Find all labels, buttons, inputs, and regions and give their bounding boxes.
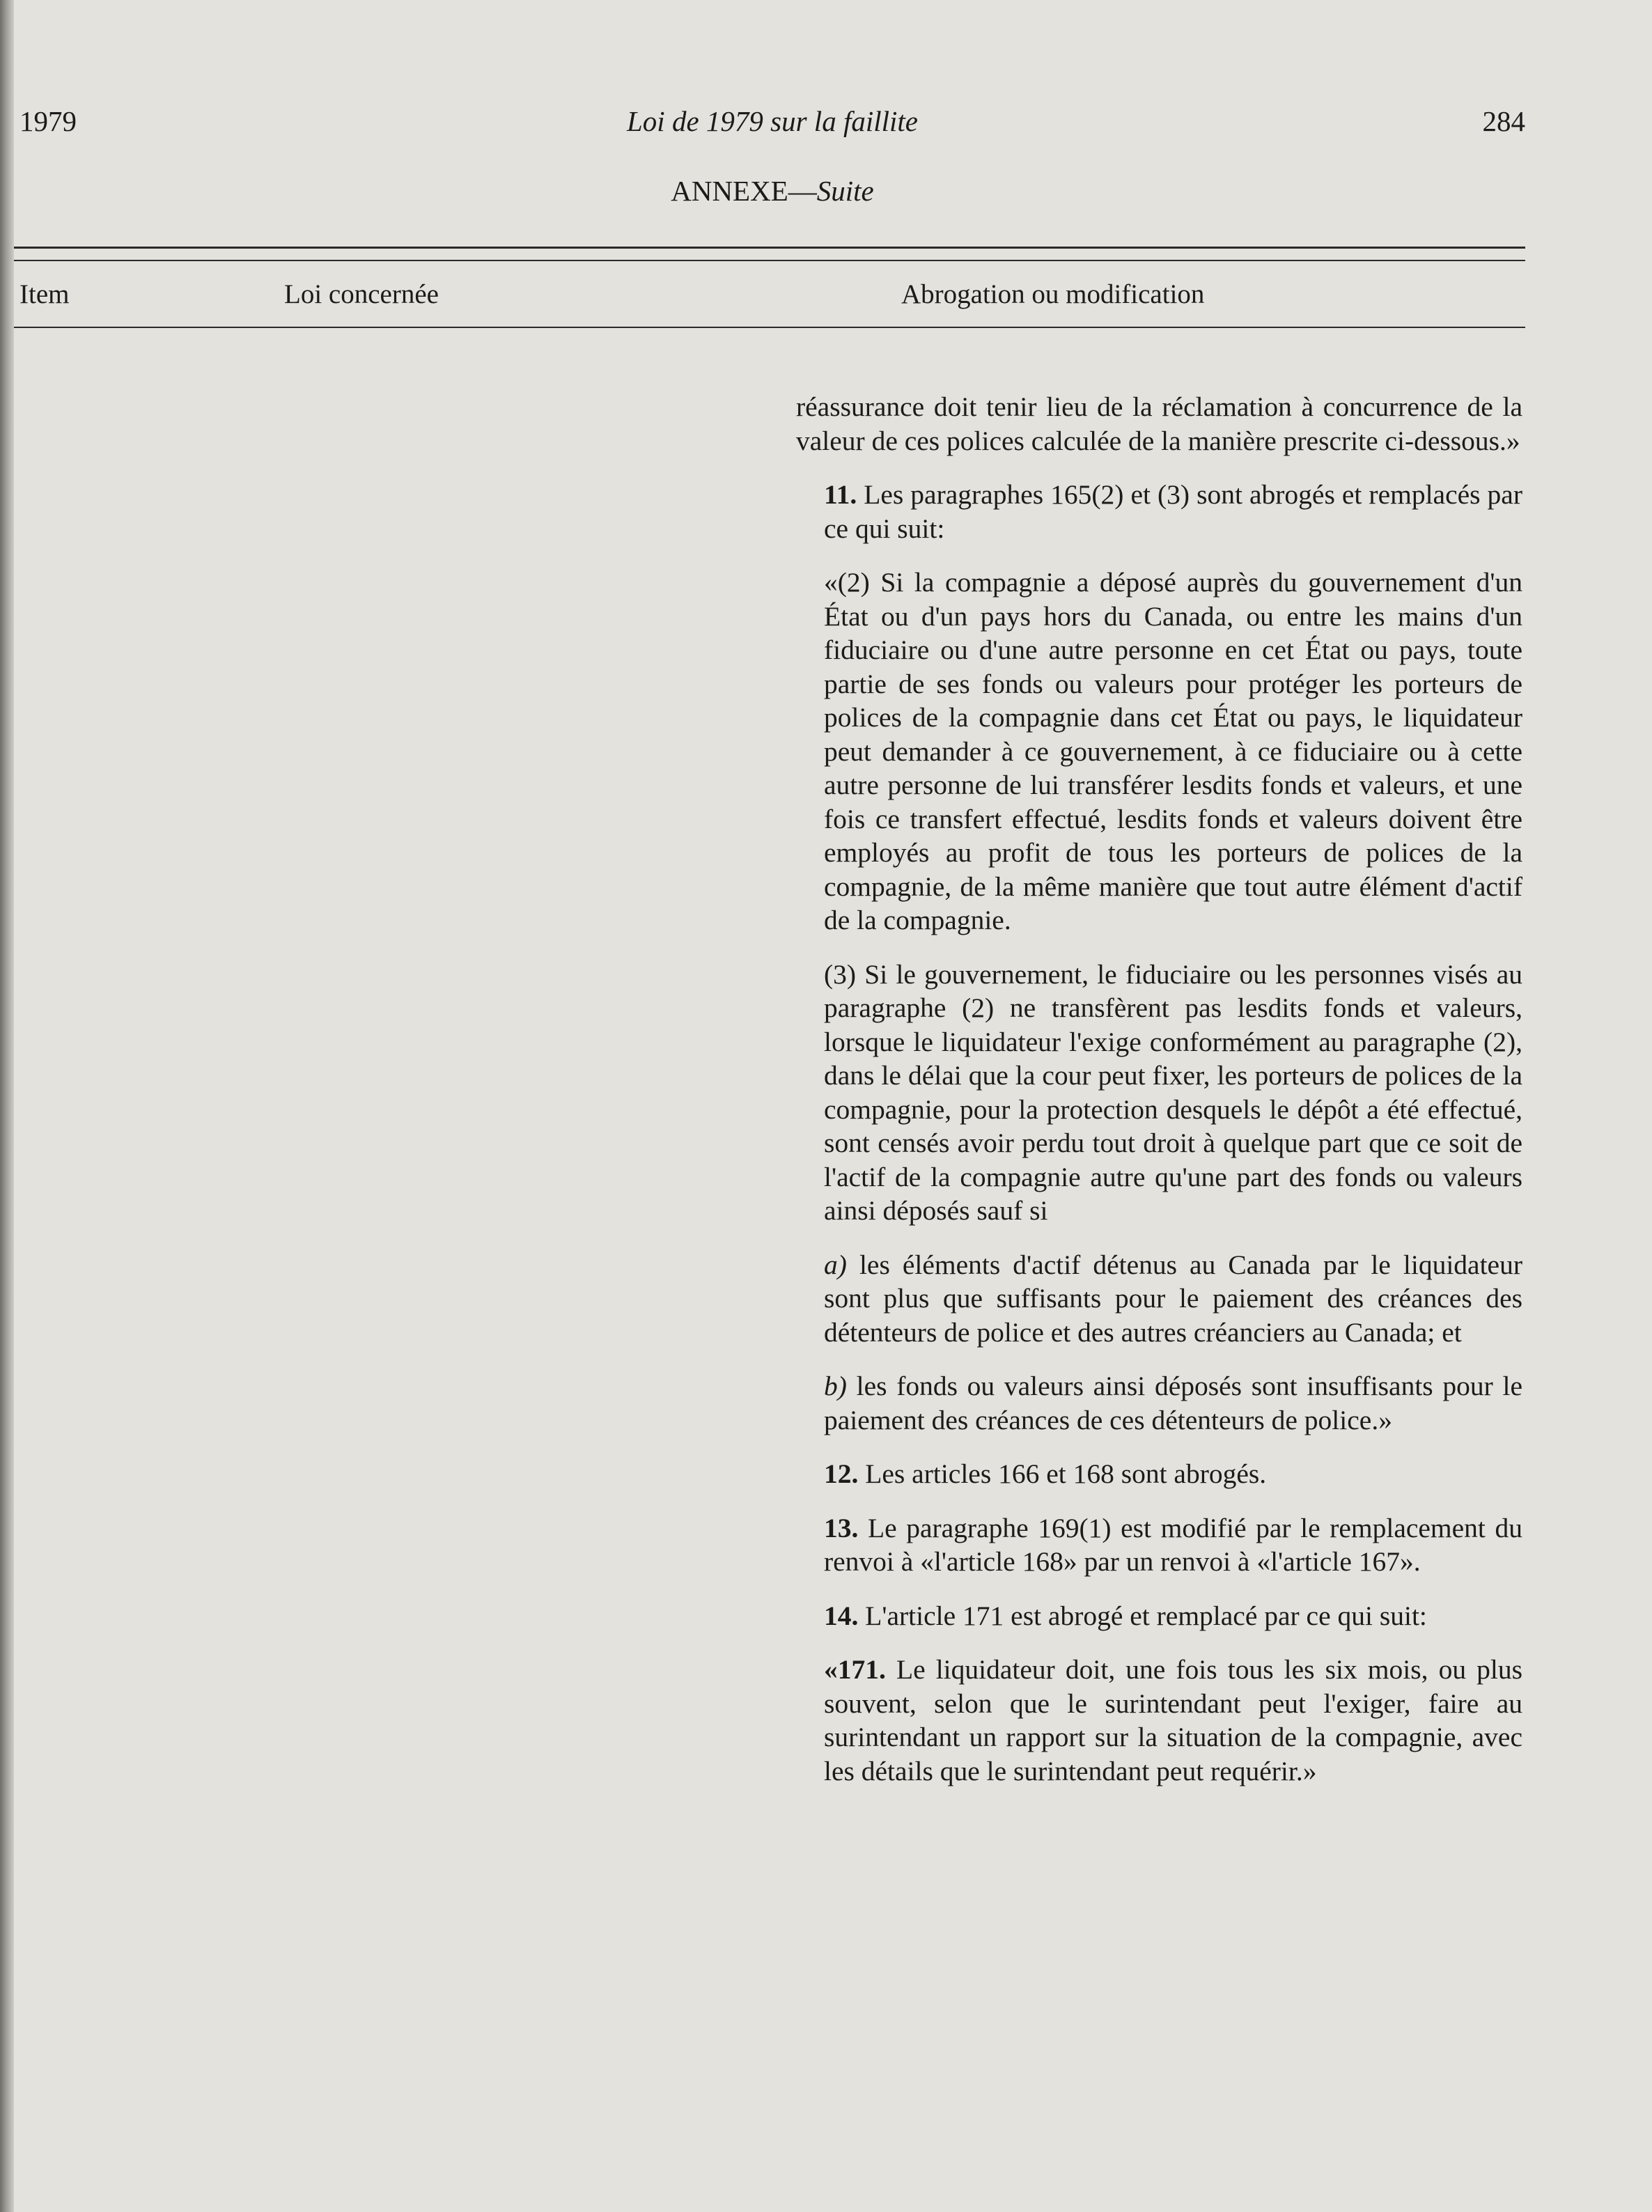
paragraph-text: L'article 171 est abrogé et remplacé par ce qui suit:: [858, 1600, 1427, 1631]
column-header-law: Loi concernée: [284, 279, 439, 309]
paragraph-text: les fonds ou valeurs ainsi déposés sont insuffisants pour le paiement des créances de ces détenteurs de police.»: [824, 1371, 1522, 1435]
paragraph-clause-b: [796, 1369, 1522, 1437]
paragraph-text: Le liquidateur doit, une fois tous les six mois, ou plus souvent, selon que le surintendant peut l'exiger, faire au surintendant un rapport sur la situation de la compagnie, avec les détails que le surintendant peut requérir.»: [824, 1654, 1522, 1786]
column-header-repeal: Abrogation ou modification: [901, 279, 1205, 309]
paragraph-text: les éléments d'actif détenus au Canada par le liquidateur sont plus que suffisants pour le paiement des créances des détenteurs de police et des autres créanciers au Canada; et: [824, 1249, 1522, 1348]
section-number: 11.: [824, 479, 857, 510]
table-top-rule: [14, 247, 1525, 249]
table-top-rule-second: [14, 260, 1525, 261]
column-header-item: Item: [20, 279, 70, 309]
paragraph-text: Le paragraphe 169(1) est modifié par le remplacement du renvoi à «l'article 168» par un renvoi à «l'article 167».: [824, 1512, 1522, 1577]
paragraph-section-13: [796, 1511, 1522, 1579]
paragraph-text: Les articles 166 et 168 sont abrogés.: [858, 1458, 1267, 1489]
repeal-text-column: [796, 390, 1522, 1808]
paragraph-section-12: [796, 1457, 1522, 1491]
clause-letter: b): [824, 1371, 847, 1401]
section-number: «171.: [824, 1654, 886, 1685]
section-number: 13.: [824, 1512, 859, 1543]
running-header: [20, 104, 1525, 146]
column-header-rule: [14, 327, 1525, 328]
section-number: 14.: [824, 1600, 859, 1631]
clause-letter: a): [824, 1249, 847, 1280]
paragraph-clause-a: [796, 1248, 1522, 1350]
paragraph-subsection-3: (3) Si le gouvernement, le fiduciaire ou les personnes visés au paragraphe (2) ne transfèrent pas lesdits fonds et valeurs, lorsque le liquidateur l'exige conformément au paragraphe (2), dans le délai que la cour peut fixer, les porteurs de polices de la compagnie, pour la protection desquels le dépôt a été effectué, sont censés avoir perdu tout droit à quelque part que ce soit de l'actif de la compagnie autre qu'une part des fonds ou valeurs ainsi déposés sauf si: [824, 958, 1522, 1226]
page-number: 284: [1482, 105, 1525, 137]
paragraph-subsection-2: «(2) Si la compagnie a déposé auprès du gouvernement d'un État ou d'un pays hors du Canada, ou entre les mains d'un fiduciaire ou d'une autre personne en cet État ou pays, toute partie de ses fonds ou valeurs pour protéger les porteurs de polices de la compagnie dans cet État ou pays, le liquidateur peut demander à ce gouvernement, à ce fiduciaire ou à cette autre personne de lui transférer lesdits fonds et valeurs, et une fois ce transfert effectué, lesdits fonds et valeurs doivent être employés au profit de tous les porteurs de polices de la compagnie, de la même manière que tout autre élément d'actif de la compagnie.: [824, 567, 1522, 935]
section-number: 12.: [824, 1458, 859, 1489]
paragraph-text: Les paragraphes 165(2) et (3) sont abrogés et remplacés par ce qui suit:: [824, 479, 1522, 544]
binding-edge: [0, 0, 14, 2212]
paragraph-section-14: [796, 1599, 1522, 1633]
paragraph-section-11: [796, 478, 1522, 545]
header-year: 1979: [20, 105, 77, 137]
paragraph-continuation: réassurance doit tenir lieu de la réclamation à concurrence de la valeur de ces polices calculée de la manière prescrite ci-dessous.»: [796, 391, 1522, 456]
annex-title: [20, 174, 1525, 208]
paragraph-section-171: [796, 1653, 1522, 1788]
annex-suite: Suite: [816, 175, 874, 207]
annex-label: ANNEXE—: [671, 175, 817, 207]
header-title: Loi de 1979 sur la faillite: [627, 105, 918, 137]
